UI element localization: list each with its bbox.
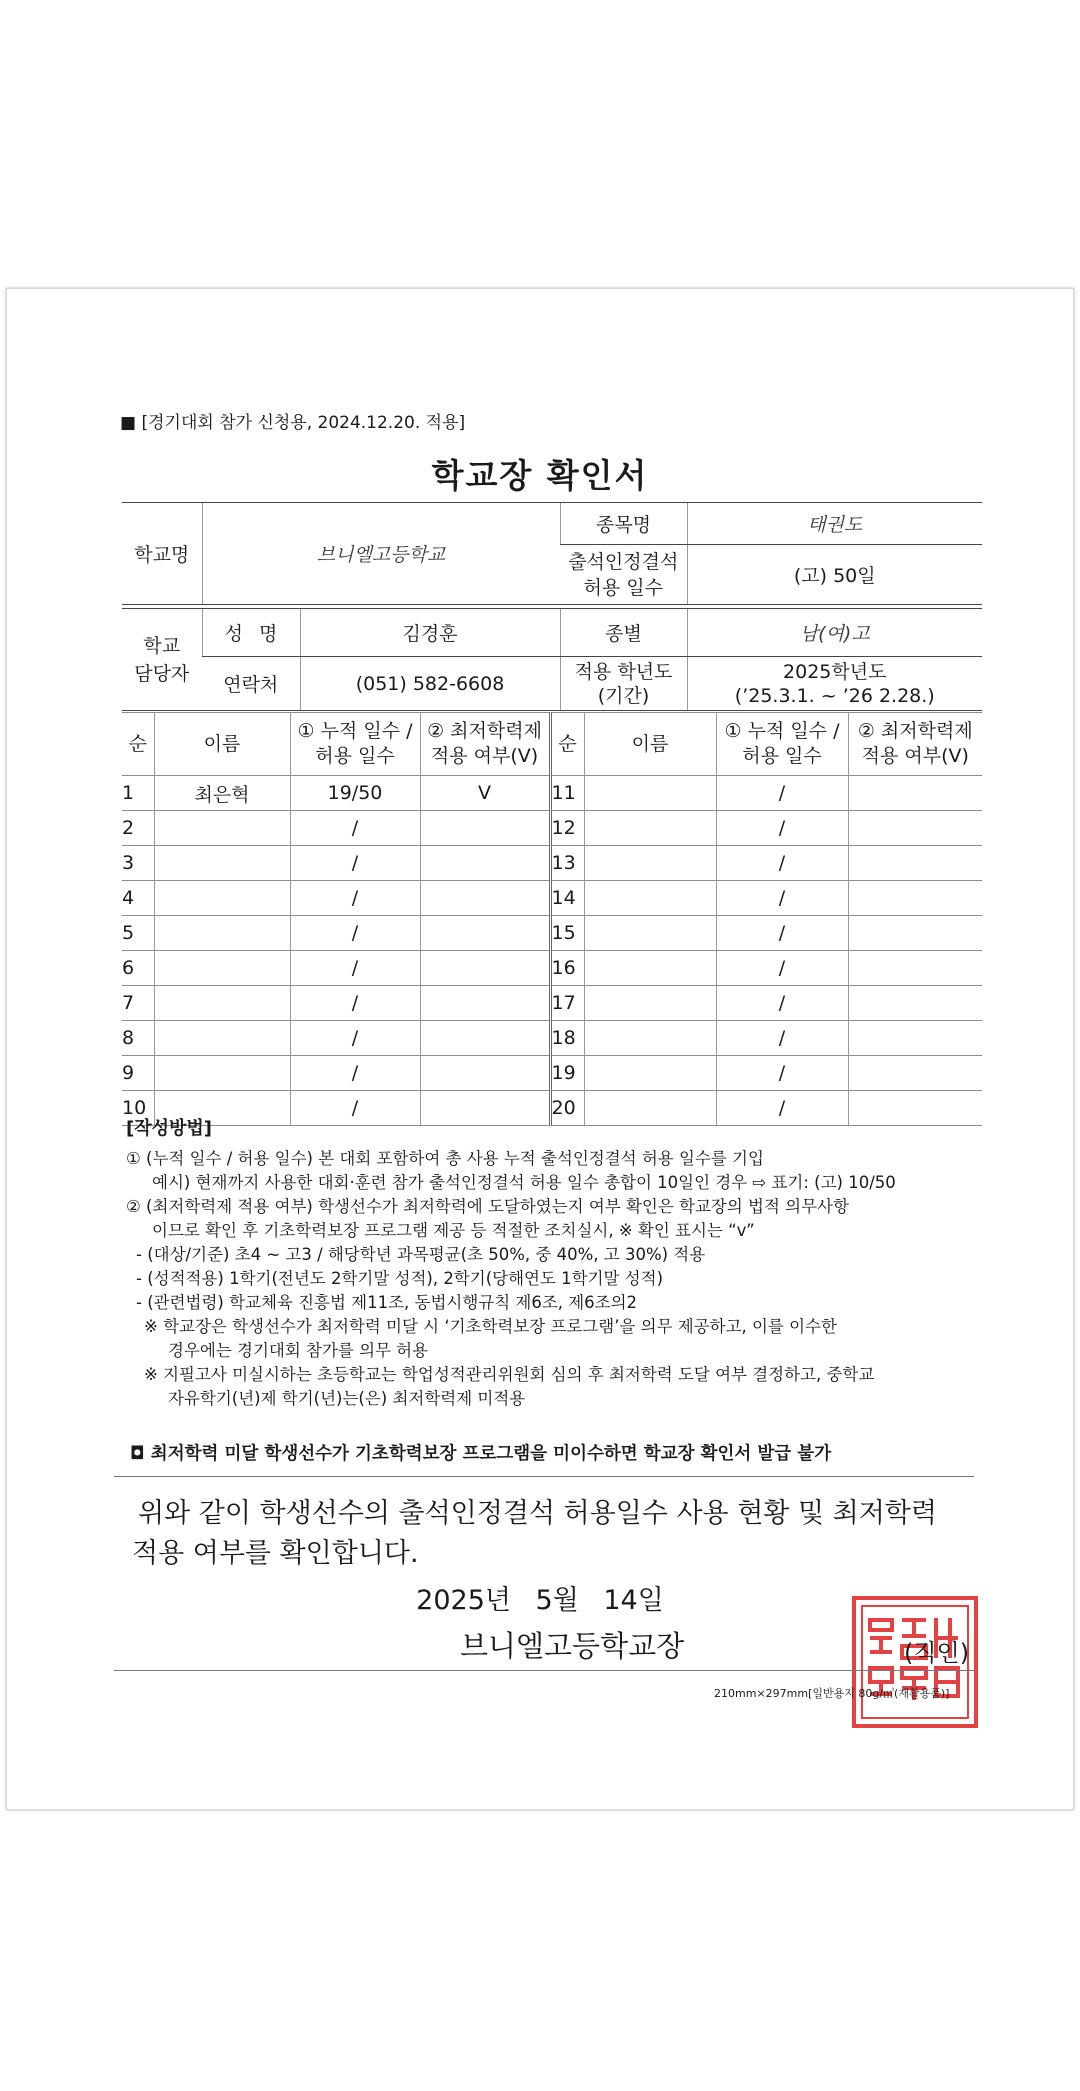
absence-days: / — [716, 1056, 848, 1091]
absence-days-label — [560, 545, 687, 605]
athlete-name — [154, 916, 290, 951]
absence-days: / — [716, 776, 848, 811]
roster-body — [122, 776, 982, 1126]
min-academic-check — [420, 951, 550, 986]
row-number: 3 — [122, 846, 154, 881]
absence-days: / — [716, 951, 848, 986]
row-number: 6 — [122, 951, 154, 986]
row-number: 4 — [122, 881, 154, 916]
col-days-right-line1: ① 누적 일수 / — [724, 720, 840, 742]
row-number: 12 — [550, 811, 584, 846]
col-no-right: 순 — [550, 713, 584, 776]
roster-row — [122, 951, 982, 986]
absence-days: / — [290, 881, 420, 916]
manager-label-line2: 담당자 — [134, 662, 190, 685]
athlete-name — [154, 1021, 290, 1056]
row-number: 9 — [122, 1056, 154, 1091]
row-number: 19 — [550, 1056, 584, 1091]
absence-days: / — [716, 881, 848, 916]
instruction-line: ② (최저학력제 적용 여부) 학생선수가 최저학력에 도달하였는지 여부 확인은 학교장의 법적 의무사항 — [126, 1197, 849, 1216]
row-number: 13 — [550, 846, 584, 881]
instruction-line: 자유학기(년)제 학기(년)는(은) 최저학력제 미적용 — [168, 1389, 526, 1408]
absence-days-label-line1: 출석인정결석 — [568, 550, 679, 573]
instruction-line: ① (누적 일수 / 허용 일수) 본 대회 포함하여 총 사용 누적 출석인정결석 허용 일수를 기입 — [126, 1149, 764, 1168]
manager-info-table — [122, 608, 982, 711]
instruction-line: 예시) 현재까지 사용한 대회·훈련 참가 출석인정결석 허용 일수 총합이 10일인 경우 ⇨ 표기: (고) 10/50 — [152, 1173, 896, 1192]
athlete-name — [584, 1056, 716, 1091]
absence-days: / — [716, 846, 848, 881]
instruction-line: ※ 학교장은 학생선수가 최저학력 미달 시 ‘기초학력보장 프로그램’을 의무 제공하고, 이를 이수한 — [144, 1317, 837, 1336]
athlete-name — [584, 916, 716, 951]
athlete-name — [584, 776, 716, 811]
min-academic-check — [848, 811, 982, 846]
absence-days: 19/50 — [290, 776, 420, 811]
instruction-line: ※ 지필고사 미실시하는 초등학교는 학업성적관리위원회 심의 후 최저학력 도달 여부 결정하고, 중학교 — [144, 1365, 875, 1384]
year-value — [687, 657, 982, 711]
col-name-right: 이름 — [584, 713, 716, 776]
col-min-right-line1: ② 최저학력제 — [857, 720, 973, 742]
divider — [114, 1476, 974, 1477]
manager-label — [122, 609, 202, 711]
min-academic-check — [848, 776, 982, 811]
min-academic-check — [420, 1056, 550, 1091]
instruction-line: - (대상/기준) 초4 ~ 고3 / 해당학년 과목평균(초 50%, 중 40%, 고 30%) 적용 — [136, 1245, 706, 1264]
min-academic-check: V — [420, 776, 550, 811]
name-label: 성 명 — [202, 609, 300, 657]
school-info-table — [122, 502, 982, 605]
col-days-right-line2: 허용 일수 — [742, 745, 822, 767]
row-number: 20 — [550, 1091, 584, 1126]
athlete-name — [584, 811, 716, 846]
col-days — [290, 713, 420, 776]
absence-days: / — [290, 846, 420, 881]
absence-days: / — [290, 986, 420, 1021]
row-number: 18 — [550, 1021, 584, 1056]
year-label-line1: 적용 학년도 — [574, 660, 673, 683]
instruction-line: - (관련법령) 학교체육 진흥법 제11조, 동법시행규칙 제6조, 제6조의2 — [136, 1293, 638, 1312]
athlete-name — [584, 986, 716, 1021]
row-number: 8 — [122, 1021, 154, 1056]
sport-value: 태권도 — [687, 503, 982, 545]
contact-label: 연락처 — [202, 657, 300, 711]
row-number: 10 — [122, 1091, 154, 1126]
instruction-line: 이므로 확인 후 기초학력보장 프로그램 제공 등 적절한 조치실시, ※ 확인 표시는 “v” — [152, 1221, 755, 1240]
absence-days: / — [716, 1091, 848, 1126]
absence-days-label-line2: 허용 일수 — [583, 576, 663, 599]
row-number: 15 — [550, 916, 584, 951]
row-number: 5 — [122, 916, 154, 951]
roster-row — [122, 881, 982, 916]
absence-days: / — [290, 1056, 420, 1091]
gender-value: 남(여)고 — [687, 609, 982, 657]
row-number: 1 — [122, 776, 154, 811]
roster-row — [122, 1021, 982, 1056]
year-value-line1: 2025학년도 — [783, 660, 887, 683]
roster-row — [122, 1056, 982, 1091]
athlete-name — [154, 1056, 290, 1091]
min-academic-check — [420, 846, 550, 881]
col-days-line1: ① 누적 일수 / — [297, 720, 413, 742]
absence-days: / — [716, 1021, 848, 1056]
min-academic-check — [848, 916, 982, 951]
min-academic-check — [420, 881, 550, 916]
col-name: 이름 — [154, 713, 290, 776]
principal-signature: 브니엘고등학교장 — [460, 1629, 685, 1663]
athlete-name — [154, 951, 290, 986]
seal-label: (직인) — [904, 1639, 970, 1667]
col-min-line1: ② 최저학력제 — [427, 720, 542, 742]
athlete-name: 최은혁 — [154, 776, 290, 811]
athlete-name — [154, 846, 290, 881]
roster-row — [122, 846, 982, 881]
contact-value: (051) 582-6608 — [300, 657, 560, 711]
min-academic-check — [848, 951, 982, 986]
col-min — [420, 713, 550, 776]
absence-days: / — [290, 1091, 420, 1126]
row-number: 17 — [550, 986, 584, 1021]
instruction-line: 경우에는 경기대회 참가를 의무 허용 — [168, 1341, 429, 1360]
roster-header-row — [122, 713, 982, 776]
absence-days: / — [290, 811, 420, 846]
col-days-line2: 허용 일수 — [315, 745, 395, 767]
athlete-name — [154, 881, 290, 916]
bottom-divider — [114, 1670, 974, 1671]
row-number: 7 — [122, 986, 154, 1021]
name-value: 김경훈 — [300, 609, 560, 657]
athlete-name — [584, 1021, 716, 1056]
col-min-line2: 적용 여부(V) — [430, 745, 539, 767]
min-academic-check — [848, 846, 982, 881]
col-no: 순 — [122, 713, 154, 776]
absence-days: / — [290, 916, 420, 951]
confirmation-statement — [132, 1494, 968, 1574]
roster-row — [122, 986, 982, 1021]
document-title: 학교장 확인서 — [431, 456, 649, 495]
absence-days: / — [716, 986, 848, 1021]
absence-days-value: (고) 50일 — [687, 545, 982, 605]
min-academic-check — [848, 881, 982, 916]
school-label: 학교명 — [122, 503, 202, 605]
sport-label: 종목명 — [560, 503, 687, 545]
year-label — [560, 657, 687, 711]
year-value-line2: (’25.3.1. ~ ’26 2.28.) — [734, 684, 935, 707]
statement-line1: 위와 같이 학생선수의 출석인정결석 허용일수 사용 현황 및 최저학력 — [138, 1498, 937, 1529]
final-notice: ◘ 최저학력 미달 학생선수가 기초학력보장 프로그램을 미이수하면 학교장 확인서 발급 불가 — [130, 1444, 832, 1464]
gender-label: 종별 — [560, 609, 687, 657]
col-min-right-line2: 적용 여부(V) — [861, 745, 969, 767]
min-academic-check — [420, 1021, 550, 1056]
form-header-tag: ■ [경기대회 참가 신청용, 2024.12.20. 적용] — [120, 413, 466, 433]
athlete-name — [154, 811, 290, 846]
school-value: 브니엘고등학교 — [202, 503, 560, 605]
paper-size-note: 210mm×297mm[일반용지 80g/㎡(재활용품)] — [714, 1687, 950, 1700]
athlete-name — [154, 986, 290, 1021]
min-academic-check — [420, 986, 550, 1021]
absence-days: / — [716, 811, 848, 846]
instructions-heading: [작성방법] — [126, 1118, 213, 1139]
row-number: 11 — [550, 776, 584, 811]
issue-date: 2025년 5월 14일 — [416, 1585, 664, 1616]
absence-days: / — [716, 916, 848, 951]
col-days-right — [716, 713, 848, 776]
roster-row — [122, 916, 982, 951]
athlete-name — [584, 951, 716, 986]
athlete-name — [584, 846, 716, 881]
instructions — [126, 1117, 986, 1411]
row-number: 2 — [122, 811, 154, 846]
instruction-line: - (성적적용) 1학기(전년도 2학기말 성적), 2학기(당해연도 1학기말 성적) — [136, 1269, 664, 1288]
absence-days: / — [290, 1021, 420, 1056]
year-label-line2: (기간) — [597, 684, 650, 707]
row-number: 16 — [550, 951, 584, 986]
col-min-right — [848, 713, 982, 776]
manager-label-line1: 학교 — [143, 634, 181, 657]
min-academic-check — [848, 1021, 982, 1056]
athlete-roster-table — [122, 712, 982, 1126]
roster-row — [122, 811, 982, 846]
min-academic-check — [420, 916, 550, 951]
roster-row — [122, 776, 982, 811]
statement-line2: 적용 여부를 확인합니다. — [132, 1538, 419, 1569]
min-academic-check — [848, 986, 982, 1021]
min-academic-check — [848, 1056, 982, 1091]
absence-days: / — [290, 951, 420, 986]
athlete-name — [584, 881, 716, 916]
min-academic-check — [420, 811, 550, 846]
row-number: 14 — [550, 881, 584, 916]
